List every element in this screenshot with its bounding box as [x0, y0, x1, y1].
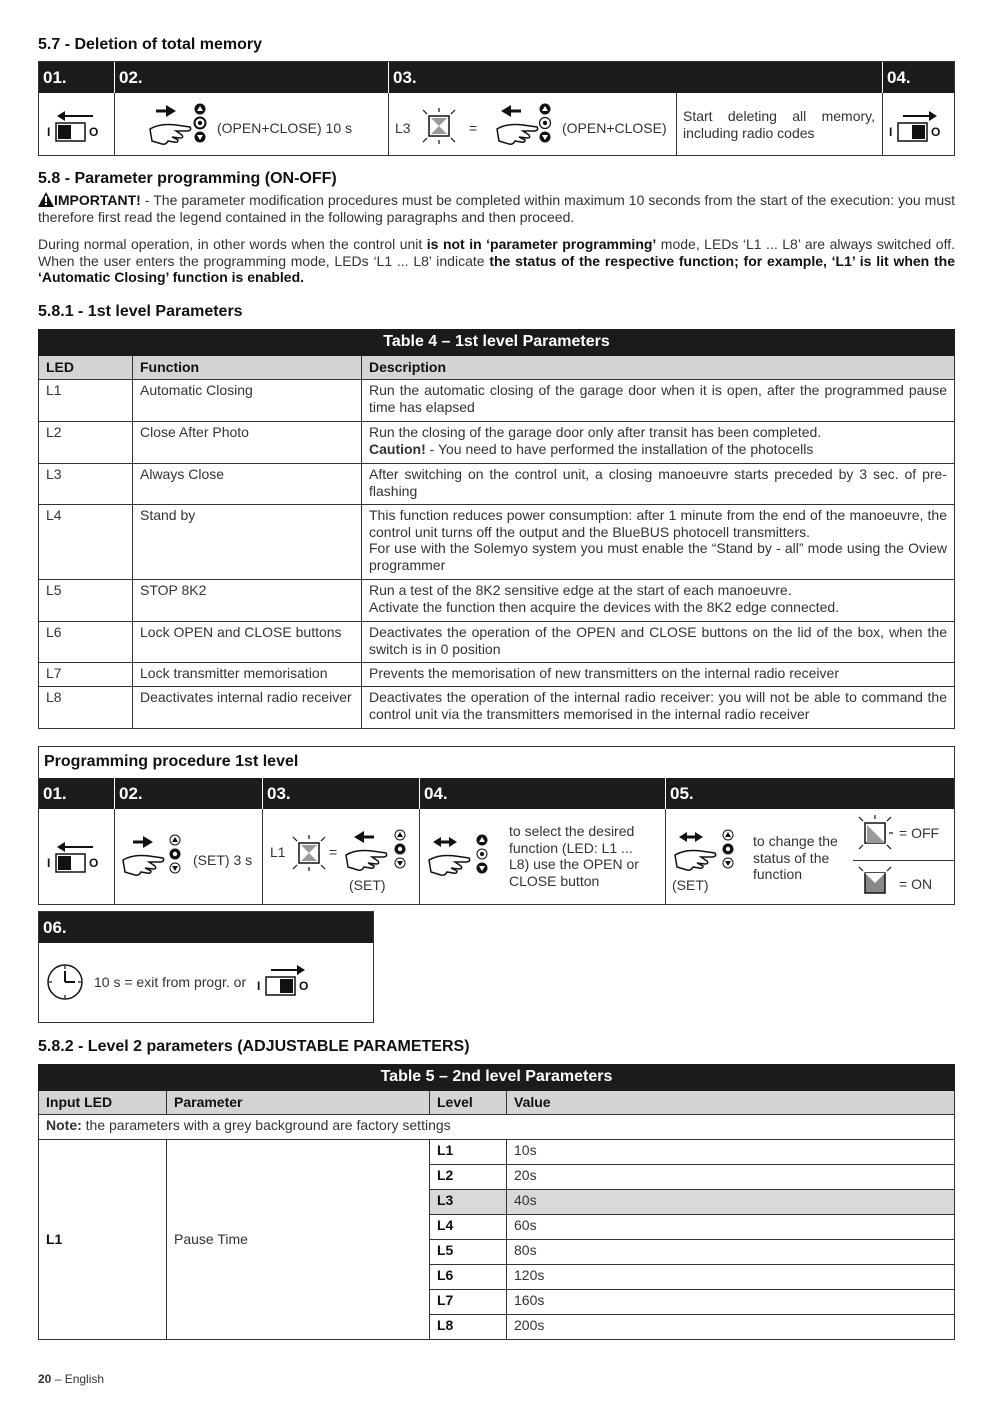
switch-icon — [47, 106, 107, 146]
step-02-text: (SET) 3 s — [193, 852, 253, 868]
parameter-cell: Pause Time — [167, 1140, 430, 1340]
value-cell: 60s — [507, 1215, 955, 1240]
description-cell: Deactivates the operation of the internal radio receiver: you will not be able to command the control unit via the transmitters memorised in the internal radio receiver — [362, 687, 955, 729]
led-label: L1 — [270, 844, 286, 860]
level-cell: L4 — [430, 1215, 507, 1240]
function-cell: Lock OPEN and CLOSE buttons — [133, 622, 362, 663]
page-number: 20 — [38, 1372, 52, 1386]
value-cell: 120s — [507, 1265, 955, 1290]
para-bold: the status of the respective function; for example, ‘L1’ is lit when the ‘Automatic Closing’ function is enabled. — [38, 252, 955, 285]
operation-paragraph — [38, 236, 955, 286]
led-icon — [421, 108, 461, 148]
description-text: For use with the Solemyo system you must enable the “Stand by - all” mode using the Oview programmer — [369, 540, 947, 573]
function-cell: STOP 8K2 — [133, 580, 362, 622]
procedure-title: Programming procedure 1st level — [44, 753, 299, 770]
column-header: Level — [430, 1091, 507, 1115]
description-cell — [362, 505, 955, 580]
step-number: 02. — [114, 62, 143, 93]
description-cell: Deactivates the operation of the OPEN and CLOSE buttons on the lid of the box, when the switch is in 0 position — [362, 622, 955, 663]
set-label: (SET) — [349, 877, 386, 893]
led-on-icon — [857, 865, 897, 905]
level-cell: L3 — [430, 1190, 507, 1215]
step-04-text: to select the desired function (LED: L1 ... L8) use the OPEN or CLOSE button — [509, 823, 639, 889]
switch-icon — [47, 837, 107, 877]
switch-icon — [889, 106, 949, 146]
level-cell: L5 — [430, 1240, 507, 1265]
important-label: IMPORTANT! — [54, 192, 141, 208]
column-header: Value — [507, 1091, 955, 1115]
hand-button-icon — [489, 99, 559, 154]
step-03-text: (OPEN+CLOSE) — [562, 120, 667, 136]
svg-text:I: I — [47, 856, 51, 870]
hand-button-icon — [142, 99, 212, 154]
value-cell: 10s — [507, 1140, 955, 1165]
description-text: Run the closing of the garage door only after transit has been completed. — [369, 424, 822, 440]
led-cell: L1 — [39, 380, 133, 422]
divider — [853, 860, 955, 861]
table-row — [39, 422, 955, 464]
note-label: Note: — [46, 1117, 82, 1133]
level-cell: L1 — [430, 1140, 507, 1165]
section-title-5-8: 5.8 - Parameter programming (ON-OFF) — [38, 170, 337, 187]
deletion-steps — [38, 61, 955, 156]
step-06-box — [38, 911, 374, 1023]
set-label: (SET) — [672, 877, 709, 893]
table-5 — [38, 1064, 955, 1340]
led-cell: L6 — [39, 622, 133, 663]
table-row — [39, 580, 955, 622]
function-cell: Close After Photo — [133, 422, 362, 464]
programming-procedure — [38, 746, 955, 905]
column-header: Input LED — [39, 1091, 167, 1115]
description-text: Activate the function then acquire the devices with the 8K2 edge connected. — [369, 598, 840, 615]
steps-header-bar — [39, 62, 954, 93]
table-row — [39, 687, 955, 729]
table-title: Table 4 – 1st level Parameters — [39, 330, 955, 356]
step-number: 04. — [419, 778, 448, 809]
column-header: Description — [362, 356, 955, 380]
step-number: 01. — [43, 784, 67, 803]
svg-text:O: O — [299, 979, 309, 993]
led-off-icon — [857, 815, 897, 855]
step-number: 01. — [43, 68, 67, 87]
section-title-5-8-2: 5.8.2 - Level 2 parameters (ADJUSTABLE PARAMETERS) — [38, 1038, 470, 1055]
led-cell: L3 — [39, 464, 133, 505]
steps-header-bar — [39, 912, 373, 943]
hand-button-icon — [119, 830, 189, 885]
section-title-5-7: 5.7 - Deletion of total memory — [38, 36, 263, 53]
function-cell: Stand by — [133, 505, 362, 580]
table-4 — [38, 329, 955, 729]
on-label: = ON — [899, 876, 933, 892]
led-cell: L5 — [39, 580, 133, 622]
step-02-text: (OPEN+CLOSE) 10 s — [217, 120, 352, 136]
table-row — [39, 663, 955, 687]
table-row — [39, 380, 955, 422]
steps-header-bar — [39, 778, 954, 809]
input-led-cell: L1 — [39, 1140, 167, 1340]
switch-icon — [257, 960, 317, 1000]
hand-button-icon — [425, 830, 495, 885]
table-row — [39, 622, 955, 663]
step-number: 02. — [114, 778, 143, 809]
hand-button-icon — [671, 825, 741, 880]
off-label: = OFF — [899, 825, 940, 841]
important-text: - The parameter modification procedures must be completed within maximum 10 seconds from the start of the execution: you must therefore first read the legend contained in the following paragraphs and then proceed. — [38, 192, 955, 225]
table-row — [39, 464, 955, 505]
description-text: Run a test of the 8K2 sensitive edge at the start of each manoeuvre. — [369, 582, 792, 598]
led-cell: L8 — [39, 687, 133, 729]
function-cell: Automatic Closing — [133, 380, 362, 422]
description-cell: After switching on the control unit, a closing manoeuvre starts preceded by 3 sec. of pre-flashing — [362, 464, 955, 505]
para-bold: is not in ‘parameter programming’ — [426, 236, 657, 252]
step-number: 05. — [665, 778, 694, 809]
svg-text:O: O — [89, 856, 99, 870]
svg-text:I: I — [257, 979, 261, 993]
value-cell: 160s — [507, 1290, 955, 1315]
description-cell: Run the automatic closing of the garage door when it is open, after the programmed pause time has elapsed — [362, 380, 955, 422]
level-cell: L2 — [430, 1165, 507, 1190]
svg-text:O: O — [89, 125, 99, 139]
svg-text:O: O — [931, 125, 941, 139]
warning-icon — [38, 192, 54, 207]
step-03-note: Start deleting all memory, including radio codes — [683, 108, 875, 141]
column-header: Function — [133, 356, 362, 380]
hand-button-icon — [342, 825, 412, 880]
led-cell: L7 — [39, 663, 133, 687]
note-text: the parameters with a grey background are factory settings — [81, 1117, 451, 1133]
para-text: During normal operation, in other words when the control unit — [38, 236, 427, 252]
description-cell — [362, 422, 955, 464]
level-cell: L8 — [430, 1315, 507, 1340]
value-cell: 40s — [507, 1190, 955, 1215]
step-number: 03. — [388, 62, 417, 93]
table-row — [39, 505, 955, 580]
description-text: - You need to have performed the installation of the photocells — [425, 440, 814, 457]
value-cell: 20s — [507, 1165, 955, 1190]
led-icon — [291, 835, 331, 875]
description-cell: Prevents the memorisation of new transmitters on the internal radio receiver — [362, 663, 955, 687]
equals-sign: = — [469, 120, 478, 136]
function-cell: Always Close — [133, 464, 362, 505]
column-header: LED — [39, 356, 133, 380]
description-text: This function reduces power consumption: after 1 minute from the end of the manoeuvre, the control unit turns off the output and the BlueBUS photocell transmitters. — [369, 507, 947, 540]
caution-label: Caution! — [369, 440, 426, 457]
function-cell: Lock transmitter memorisation — [133, 663, 362, 687]
table-title: Table 5 – 2nd level Parameters — [39, 1065, 955, 1091]
note-row — [39, 1115, 955, 1140]
led-cell: L2 — [39, 422, 133, 464]
footer-language: – English — [51, 1372, 105, 1386]
section-title-5-8-1: 5.8.1 - 1st level Parameters — [38, 303, 243, 320]
level-cell: L6 — [430, 1265, 507, 1290]
led-cell: L4 — [39, 505, 133, 580]
table-row — [39, 1140, 955, 1165]
level-cell: L7 — [430, 1290, 507, 1315]
page-footer — [38, 1372, 104, 1386]
svg-text:I: I — [889, 125, 893, 139]
value-cell: 80s — [507, 1240, 955, 1265]
description-cell — [362, 580, 955, 622]
equals-sign: = — [329, 844, 338, 860]
step-06-text: 10 s = exit from progr. or — [94, 974, 247, 990]
step-number: 04. — [882, 62, 911, 93]
value-cell: 200s — [507, 1315, 955, 1340]
important-paragraph — [38, 192, 955, 225]
svg-text:I: I — [47, 125, 51, 139]
clock-icon — [47, 964, 87, 1004]
led-label: L3 — [395, 120, 411, 136]
para-text: mode, LEDs ‘L1 ... L8’ are always switched off. When the user enters the programming mode, LEDs ‘L1 ... L8’ indicate — [38, 236, 955, 269]
step-05-text: to change the status of the function — [753, 833, 838, 882]
step-number: 03. — [262, 778, 291, 809]
function-cell: Deactivates internal radio receiver — [133, 687, 362, 729]
column-header: Parameter — [167, 1091, 430, 1115]
step-number: 06. — [43, 918, 67, 937]
